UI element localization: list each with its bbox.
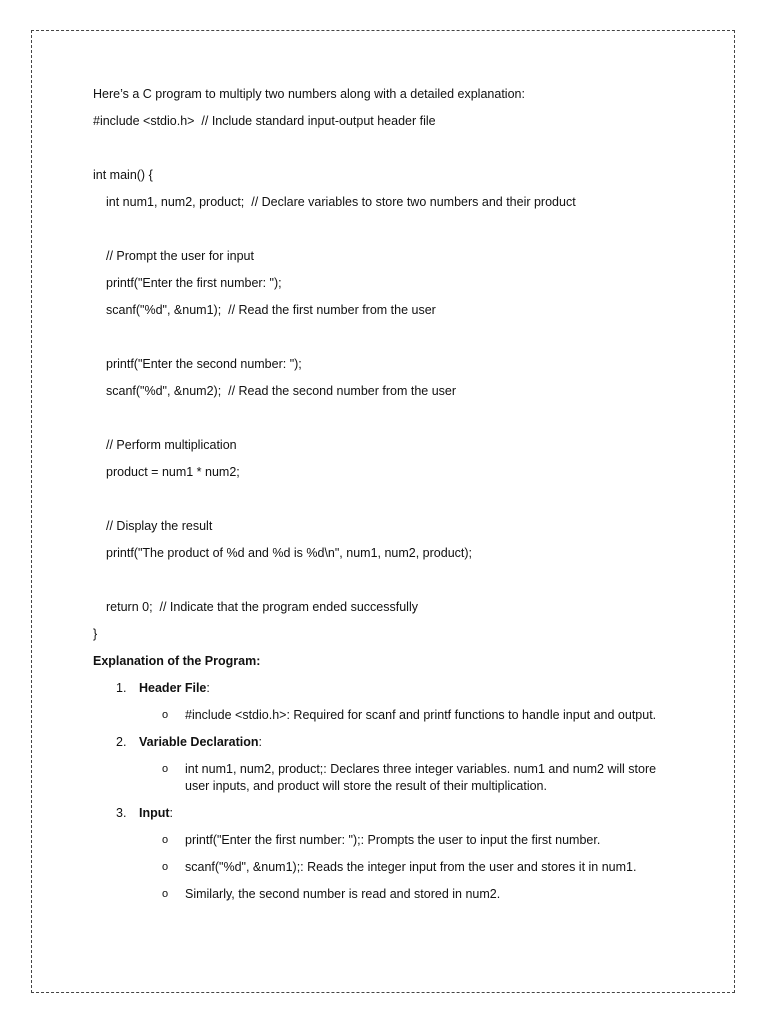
code-printf-result: printf("The product of %d and %d is %d\n", num1, num2, product); — [106, 546, 473, 560]
sub-list-item — [93, 707, 675, 724]
list-item-colon: : — [206, 681, 210, 695]
circle-bullet-icon: o — [162, 888, 169, 900]
code-printf-second: printf("Enter the second number: "); — [106, 357, 302, 371]
code-main-close: } — [93, 627, 98, 641]
list-number: 2. — [116, 735, 127, 749]
sub-list-text: Similarly, the second number is read and stored in num2. — [185, 887, 501, 901]
list-item-colon: : — [169, 806, 174, 820]
sub-list-text: #include <stdio.h>: Required for scanf and printf functions to handle input and output. — [185, 708, 657, 722]
explanation-item-variable-declaration — [93, 734, 693, 751]
list-item-title: Variable Declaration — [139, 735, 259, 749]
list-item-title: Input — [139, 806, 170, 820]
sub-list-item — [93, 859, 675, 876]
code-comment-prompt: // Prompt the user for input — [106, 249, 254, 263]
list-item-colon: : — [258, 735, 262, 749]
list-item-title: Header File — [139, 681, 207, 695]
sub-list-item — [93, 886, 675, 903]
document-body — [93, 86, 693, 903]
code-scanf-first: scanf("%d", &num1); // Read the first number from the user — [106, 303, 436, 317]
intro-text: Here’s a C program to multiply two numbers along with a detailed explanation: — [93, 87, 525, 101]
code-main-open: int main() { — [93, 168, 153, 182]
code-include: #include <stdio.h> // Include standard input-output header file — [93, 114, 436, 128]
sub-list-text: printf("Enter the first number: ");: Prompts the user to input the first number. — [185, 833, 601, 847]
code-scanf-second: scanf("%d", &num2); // Read the second number from the user — [106, 384, 457, 398]
circle-bullet-icon: o — [162, 763, 169, 775]
code-product: product = num1 * num2; — [106, 465, 240, 479]
circle-bullet-icon: o — [162, 709, 169, 721]
code-return: return 0; // Indicate that the program ended successfully — [106, 600, 418, 614]
sub-list-text: int num1, num2, product;: Declares three integer variables. num1 and num2 will store user inputs, and product will store the result of their multiplication. — [185, 762, 657, 793]
explanation-item-input — [93, 805, 693, 822]
code-comment-display: // Display the result — [106, 519, 213, 533]
circle-bullet-icon: o — [162, 834, 169, 846]
code-printf-first: printf("Enter the first number: "); — [106, 276, 282, 290]
code-comment-multiply: // Perform multiplication — [106, 438, 237, 452]
sub-list-text: scanf("%d", &num1);: Reads the integer input from the user and stores it in num1. — [185, 860, 637, 874]
explanation-heading: Explanation of the Program: — [93, 654, 261, 668]
list-number: 1. — [116, 681, 127, 695]
code-declare: int num1, num2, product; // Declare variables to store two numbers and their product — [106, 195, 576, 209]
circle-bullet-icon: o — [162, 861, 169, 873]
sub-list-item — [93, 832, 675, 849]
sub-list-item — [93, 761, 675, 795]
explanation-item-header-file — [93, 680, 693, 697]
list-number: 3. — [116, 806, 127, 820]
